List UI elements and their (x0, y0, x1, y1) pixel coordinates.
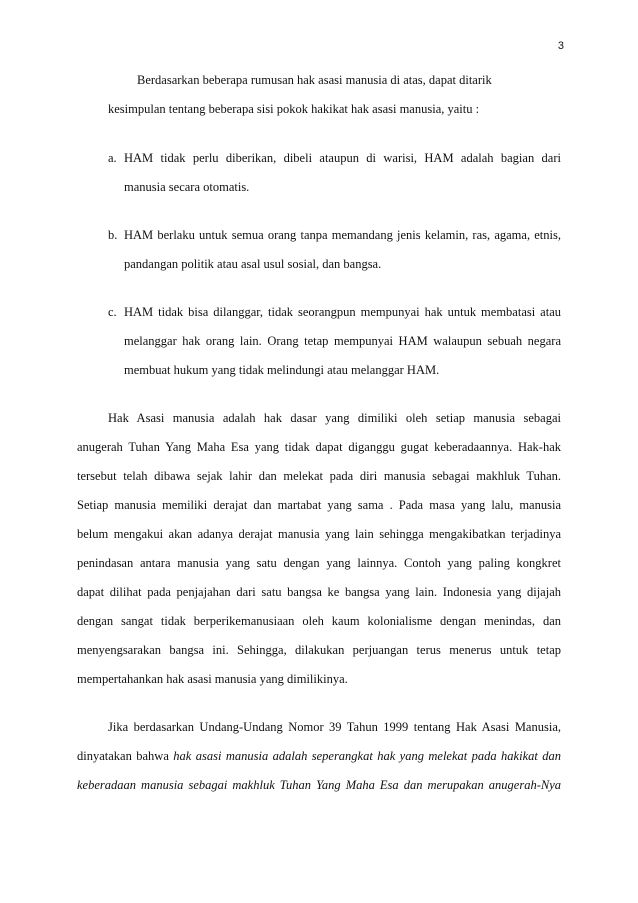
point-c-line-3: membuat hukum yang tidak melindungi atau melanggar HAM. (124, 363, 440, 377)
paragraph-2-line-1: Jika berdasarkan Undang-Undang Nomor 39 Tahun 1999 tentang Hak Asasi Manusia, (108, 720, 561, 734)
paragraph-2-line-2 (77, 748, 561, 764)
paragraph-1-line-8: dengan sangat tidak berperikemanusiaan oleh kaum kolonialisme dengan menindas, dan (77, 614, 561, 628)
paragraph-2-line-2-normal: dinyatakan bahwa (77, 749, 174, 763)
paragraph-1-line-2: anugerah Tuhan Yang Maha Esa yang tidak dapat diganggu gugat keberadaannya. Hak-hak (77, 440, 561, 454)
point-c-line-1: HAM tidak bisa dilanggar, tidak seorangpun mempunyai hak untuk membatasi atau (124, 305, 561, 319)
paragraph-2-line-3 (77, 777, 561, 793)
paragraph-1-line-9: menyengsarakan bangsa ini. Sehingga, dilakukan perjuangan terus menerus untuk tetap (77, 643, 561, 657)
paragraph-1-line-3: tersebut telah dibawa sejak lahir dan melekat pada diri manusia sebagai makhluk Tuhan. (77, 469, 561, 483)
point-a-label: a. (108, 151, 117, 165)
paragraph-1-line-4: Setiap manusia memiliki derajat dan martabat yang sama . Pada masa yang lalu, manusia (77, 498, 561, 512)
point-b-label: b. (108, 228, 118, 242)
paragraph-1-line-1: Hak Asasi manusia adalah hak dasar yang dimiliki oleh setiap manusia sebagai (108, 411, 561, 425)
point-a-line-2: manusia secara otomatis. (124, 180, 250, 194)
paragraph-1-line-7: dapat dilihat pada penjajahan dari satu bangsa ke bangsa yang lain. Indonesia yang dijajah (77, 585, 561, 599)
paragraph-2-line-3-italic: keberadaan manusia sebagai makhluk Tuhan Yang Maha Esa dan merupakan anugerah-Nya (77, 778, 561, 792)
point-a-line-1: HAM tidak perlu diberikan, dibeli ataupun di warisi, HAM adalah bagian dari (124, 151, 561, 165)
paragraph-1-line-10: mempertahankan hak asasi manusia yang dimilikinya. (77, 672, 348, 686)
point-c-label: c. (108, 305, 117, 319)
paragraph-1-line-6: penindasan antara manusia yang satu dengan yang lainnya. Contoh yang paling kongkret (77, 556, 561, 570)
point-c-line-2: melanggar hak orang lain. Orang tetap mempunyai HAM walaupun sebuah negara (124, 334, 561, 348)
intro-line-1: Berdasarkan beberapa rumusan hak asasi manusia di atas, dapat ditarik (137, 73, 492, 87)
point-b-line-2: pandangan politik atau asal usul sosial, dan bangsa. (124, 257, 382, 271)
point-b-line-1: HAM berlaku untuk semua orang tanpa memandang jenis kelamin, ras, agama, etnis, (124, 228, 561, 242)
paragraph-2-line-2-italic: hak asasi manusia adalah seperangkat hak yang melekat pada hakikat dan (173, 749, 561, 763)
paragraph-1-line-5: belum mengakui akan adanya derajat manusia yang lain sehingga mengakibatkan terjadinya (77, 527, 561, 541)
page-number: 3 (557, 40, 564, 52)
intro-line-2: kesimpulan tentang beberapa sisi pokok hakikat hak asasi manusia, yaitu : (108, 102, 480, 116)
